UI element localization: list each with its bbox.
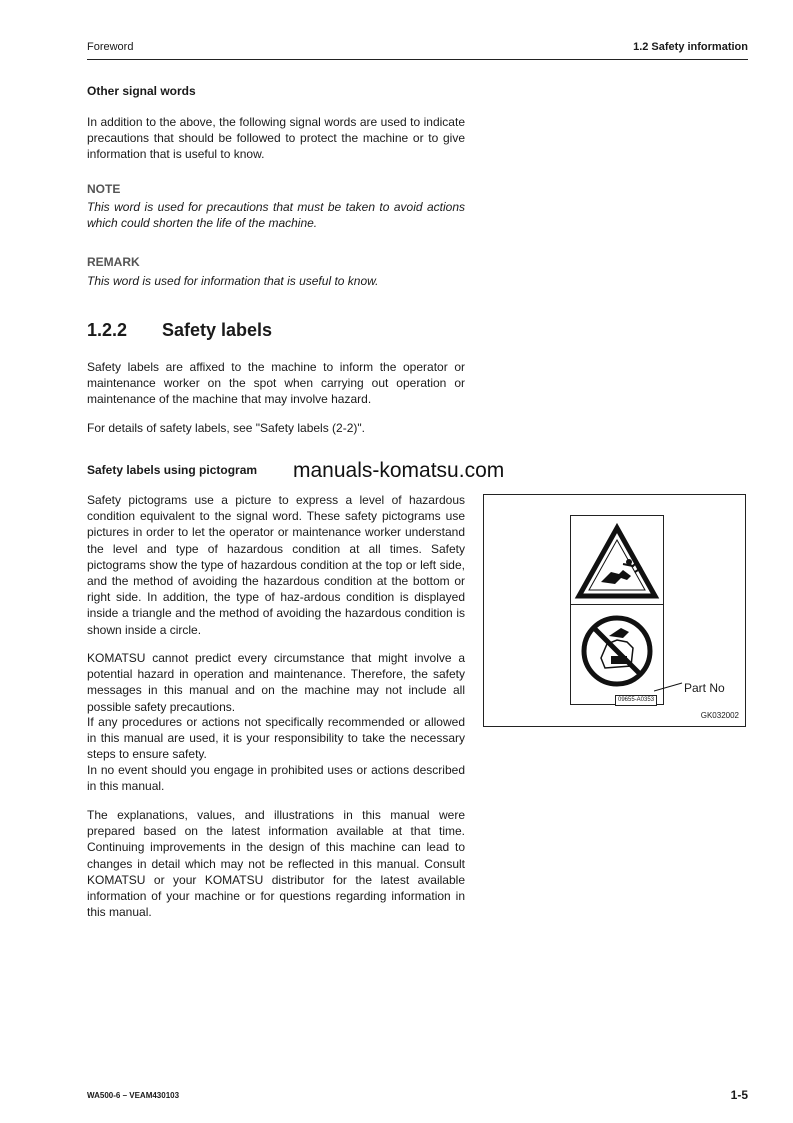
safety-pictogram-icon	[571, 516, 663, 704]
footer-model-code: WA500-6 – VEAM430103	[87, 1091, 180, 1100]
remark-text: This word is used for information that is useful to know.	[87, 274, 379, 288]
section-title: Safety labels	[162, 320, 273, 340]
safety-labels-heading	[87, 320, 272, 341]
note-label: NOTE	[87, 182, 121, 196]
figure-code: GK032002	[700, 711, 739, 720]
page-number: 1-5	[730, 1088, 748, 1102]
pictogram-para3: The explanations, values, and illustrations in this manual were prepared based on the latest information available at that time. Continuing improvements in the design of this machine can lead to changes in detail which may not be reflected in this manual. Consult KOMATSU or your KOMATSU distributor for the latest available information of your machine or for questions regarding information in this manual.	[87, 808, 465, 920]
remark-label: REMARK	[87, 255, 140, 269]
other-signal-words-intro: In addition to the above, the following signal words are used to indicate precautions that should be followed to protect the machine or to give information that is useful to know.	[87, 115, 465, 162]
label-part-number: 09655-A0353	[615, 695, 657, 706]
pictogram-figure	[483, 494, 746, 727]
section-number: 1.2.2	[87, 320, 128, 340]
pictogram-heading: Safety labels using pictogram	[87, 463, 258, 477]
pictogram-para1: Safety pictograms use a picture to express a level of hazardous condition equivalent to the signal word. These safety pictograms use pictures in order to let the operator or maintenance worker understand the level and type of hazardous condition at all times. Safety pictograms show the type of hazardous condition at the top or left side, and the method of avoiding the hazardous condition at the bottom or right side. In addition, the type of haz-ardous condition is displayed inside a triangle and the method of avoiding the hazardous condition is shown inside a circle.	[87, 493, 465, 637]
pictogram-para2c: In no event should you engage in prohibited uses or actions described in this manual.	[87, 763, 465, 794]
safety-label-illustration	[570, 515, 664, 705]
watermark-text: manuals-komatsu.com	[293, 459, 505, 482]
label-divider	[571, 604, 663, 605]
pictogram-para2b: If any procedures or actions not specifically recommended or allowed in this manual are used, it is your responsibility to take the necessary steps to ensure safety.	[87, 715, 465, 762]
leader-line	[654, 681, 684, 693]
header-section-name: Foreword	[87, 41, 134, 53]
note-text: This word is used for precautions that must be taken to avoid actions which could shorten the life of the machine.	[87, 200, 465, 231]
part-no-callout: Part No	[684, 681, 725, 695]
safety-labels-para1: Safety labels are affixed to the machine to inform the operator or maintenance worker on the spot when carrying out operation or maintenance of the machine that may involve hazard.	[87, 360, 465, 407]
other-signal-words-heading: Other signal words	[87, 84, 196, 98]
header-rule	[87, 59, 748, 60]
safety-labels-para2: For details of safety labels, see "Safety labels (2-2)".	[87, 421, 365, 435]
pictogram-para2a: KOMATSU cannot predict every circumstance that might involve a potential hazard in operation and maintenance. Therefore, the safety messages in this manual and on the machine may not include all possible safety precautions.	[87, 651, 465, 714]
header-chapter-title: 1.2 Safety information	[633, 41, 748, 53]
